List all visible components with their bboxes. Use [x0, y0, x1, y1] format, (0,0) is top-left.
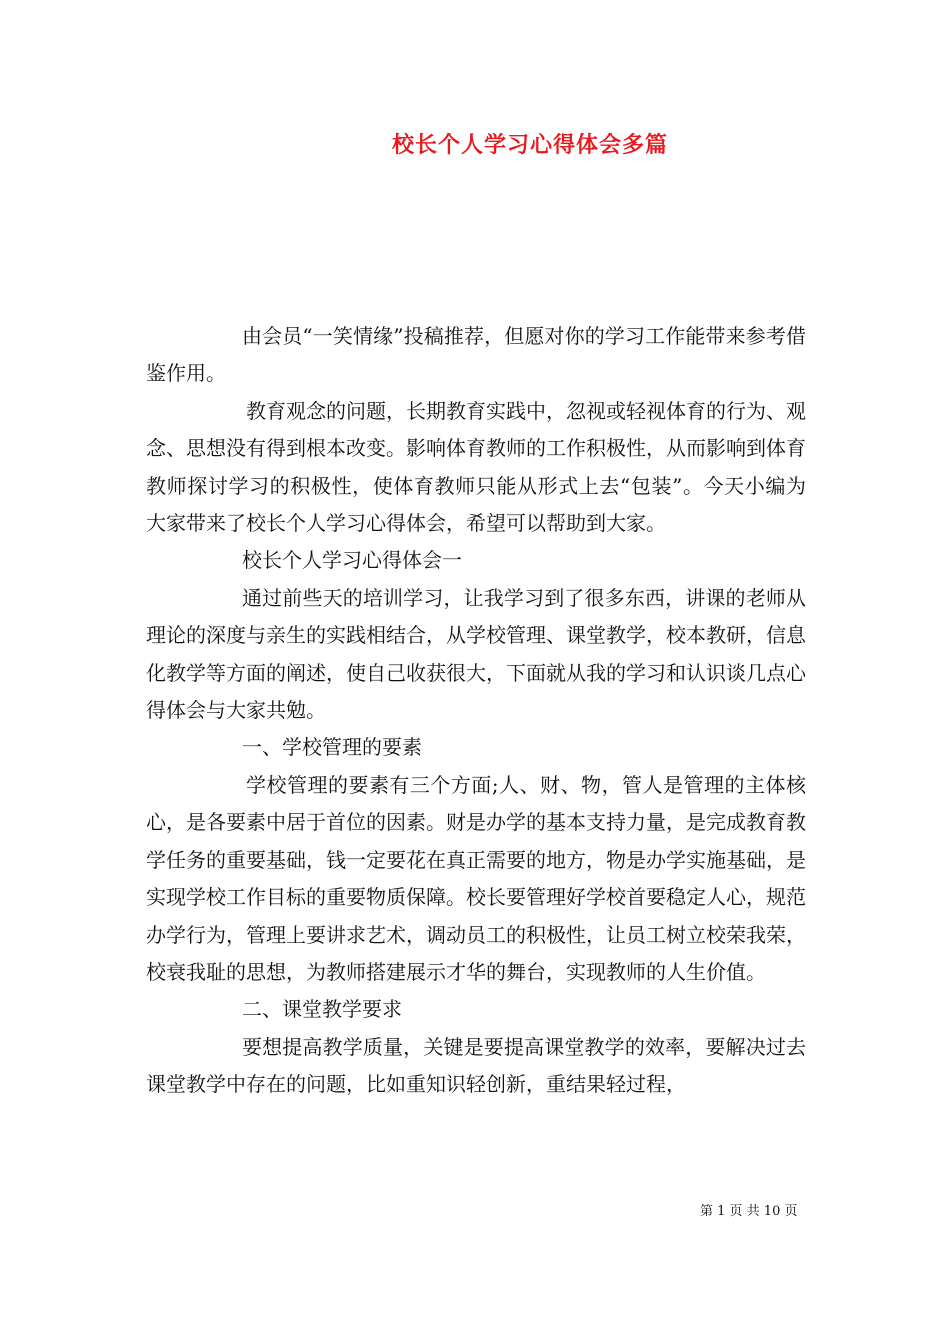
page-number: 第 1 页 共 10 页	[700, 1204, 798, 1219]
training-paragraph: 通过前些天的培训学习，让我学习到了很多东西，讲课的老师从理论的深度与亲生的实践相结合，从学校管理、课堂教学，校本教研，信息化教学等方面的阐述，使自己收获很大，下面就从我的学习和认识谈几点心得体会与大家共勉。	[146, 585, 806, 723]
document-title: 校长个人学习心得体会多篇	[391, 132, 668, 158]
subheading-management: 一、学校管理的要素	[242, 735, 422, 760]
section-heading: 校长个人学习心得体会一	[242, 548, 462, 573]
document-body	[146, 318, 806, 1104]
intro-paragraph: 由会员“一笑情缘”投稿推荐，但愿对你的学习工作能带来参考借鉴作用。	[146, 324, 806, 386]
background-paragraph: 教育观念的问题，长期教育实践中，忽视或轻视体育的行为、观念、思想没有得到根本改变。影响体育教师的工作积极性，从而影响到体育教师探讨学习的积极性，使体育教师只能从形式上去“包装”。今天小编为大家带来了校长个人学习心得体会，希望可以帮助到大家。	[146, 398, 806, 536]
classroom-paragraph: 要想提高教学质量，关键是要提高课堂教学的效率，要解决过去课堂教学中存在的问题，比如重知识轻创新，重结果轻过程，	[146, 1034, 806, 1097]
management-paragraph: 学校管理的要素有三个方面;人、财、物，管人是管理的主体核心，是各要素中居于首位的因素。财是办学的基本支持力量，是完成教育教学任务的重要基础，钱一定要花在真正需要的地方，物是办学实施基础，是实现学校工作目标的重要物质保障。校长要管理好学校首要稳定人心，规范办学行为，管理上要讲求艺术，调动员工的积极性，让员工树立校荣我荣，校衰我耻的思想，为教师搭建展示才华的舞台，实现教师的人生价值。	[146, 772, 806, 984]
subheading-classroom: 二、课堂教学要求	[242, 997, 402, 1022]
